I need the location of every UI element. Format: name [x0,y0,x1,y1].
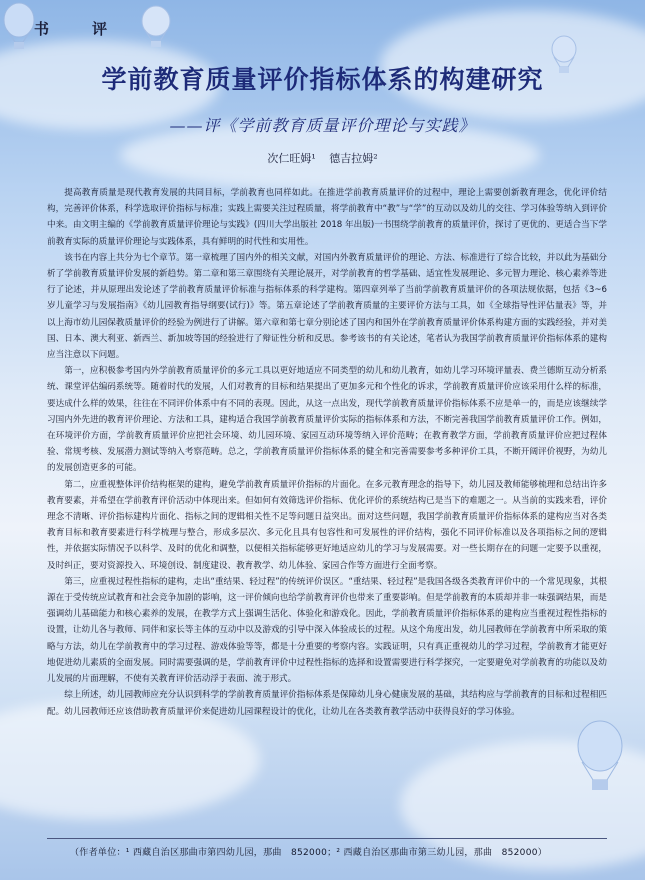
article-subtitle: ——评《学前教育质量评价理论与实践》 [169,116,476,135]
article-title: 学前教育质量评价指标体系的构建研究 [101,65,544,94]
paragraph: 提高教育质量是现代教育发展的共同目标，学前教育也同样如此。在推进学前教育质量评价的过程中，理论上需要创新教育理念，优化评价结构，完善评价体系，科学选取评价指标与标准；实践上需要关注过程质量，将学前教育中“教”与“学”的互动以及幼儿的交往、学习体验等纳入到评价中来。由文明主编的《学前教育质量评价理论与实践》(四川大学出版社 2018 年出版)一书围绕学前教育的质量评价，探讨了更优的、更适合当下学前教育实际的质量评价理论与实践体系，具有鲜明的时代性和实用性。 [47,188,607,247]
column-label: 书 评 [34,20,122,38]
author-affiliation-footnote: （作者单位：¹ 西藏自治区那曲市第四幼儿园，那曲 852000；² 西藏自治区那曲市第三幼儿园，那曲 852000） [70,848,548,858]
author-name: 德吉拉姆² [329,152,378,165]
paragraph: 第一，应积极参考国内外学前教育质量评价的多元工具以更好地适应不同类型的幼儿和幼儿教育，如幼儿学习环境评量表、费兰德斯互动分析系统、课堂评估编码系统等。随着时代的发展，人们对教育的目标和结果提出了更加多元和个性化的诉求，学前教育质量评价应该采用什么样的标准，要达成什么样的效果，往往在不同评价体系中有不同的表现。因此，从这一点出发，现代学前教育质量评价指标体系不应是单一的，而是应该继续学习国内外先进的教育评价理论、方法和工具，建构适合我国学前教育质量评价实际的指标体系和方法，不断完善我国学前教育质量评价工作。例如，在环境评价方面，学前教育质量评价应把社会环境、幼儿园环境、家园互动环境等纳入评价范畴；在教育教学方面，学前教育质量评价应把过程体验、常规考核、发展潜力测试等纳入考察范畴。总之，学前教育质量评价指标体系的健全和完善需要参考多种评价工具，不断开阔评价视野，为幼儿的发展创造更多的可能。 [47,366,607,474]
paragraph: 综上所述，幼儿园教师应充分认识到科学的学前教育质量评价指标体系是保障幼儿身心健康发展的基础，其结构应与学前教育的目标和过程相匹配。幼儿园教师还应该借助教育质量评价来促进幼儿园课程设计的优化，让幼儿在各类教育教学活动中获得良好的学习体验。 [47,690,607,717]
hot-air-balloon-icon [140,5,172,53]
author-name: 次仁旺姆¹ [267,152,316,165]
hot-air-balloon-icon [575,720,625,798]
hot-air-balloon-icon [2,2,36,54]
article-body [47,185,607,720]
author-line [0,150,645,166]
paragraph: 第二，应重视整体评价结构框架的建构，避免学前教育质量评价指标的片面化。在多元教育理念的指导下，幼儿园及教师能够梳理和总结出许多教育要素，并希望在学前教育评价活动中体现出来。但如何有效筛选评价指标、优化评价的系统结构已是当下的难题之一。从当前的实践来看，评价理念不清晰、评价指标建构片面化、指标之间的逻辑相关性不足等问题日益突出。面对这些问题，我国学前教育质量评价指标体系的建构应当对各类教育目标和教育要素进行科学梳理与整合，形成多层次、多元化且具有包容性和可发展性的评价结构，强化不同评价标准以及各项指标之间的逻辑性，并依据实际情况予以科学、及时的优化和调整，以便相关指标能够更好地适应幼儿的学习与发展需要。对一些长期存在的问题一定要予以重视，及时纠正，要对资源投入、环境创设、制度建设、教育教学、幼儿体验、家园合作等方面进行全面考察。 [47,479,607,571]
paragraph: 第三，应重视过程性指标的建构，走出“重结果、轻过程”的传统评价误区。“重结果、轻过程”是我国各级各类教育评价中的一个常见现象，其根源在于受传统应试教育和社会竞争加剧的影响，这一评价倾向也给学前教育评价也带来了重要影响。但是学前教育的本质却并非一味强调结果，而是强调幼儿基础能力和核心素养的发展，在教学方式上强调生活化、体验化和游戏化。因此，学前教育质量评价指标体系的建构应当重视过程性指标的设置，让幼儿各与教师、同伴和家长等主体的互动中以及游戏的引导中深入体验成长的过程。从这个角度出发，幼儿园教师在学前教育中所采取的策略与方法，幼儿在学前教育中的学习过程、游戏体验等等，都是十分重要的考察内容。实践证明，只有真正重视幼儿的学习过程，学前教育才能更好地促进幼儿素质的全面发展。同时需要强调的是，学前教育评价中过程性指标的选择和设置需要进行科学探究，一定要避免对学前教育的功能以及幼儿发展的片面理解，不使有关教育评价活动浮于表面、流于形式。 [47,576,607,685]
footnote-divider [47,838,607,839]
paragraph: 该书在内容上共分为七个章节。第一章梳理了国内外的相关文献，对国内外教育质量评价的理论、方法、标准进行了综合比较，并以此为基础分析了学前教育质量评价发展的新趋势。第二章和第三章围绕有关理论展开，对学前教育的哲学基础、适宜性发展理论、多元智力理论、核心素养等进行了论述，并从原理出发论述了学前教育质量评价标准与指标体系的科学建构。第四章列举了当前学前教育质量评价的各项法规依据，包括《3~6 岁儿童学习与发展指南》《幼儿园教育指导纲要(试行)》等。第五章论述了学前教育质量的主要评价方法与工具，如《全球指导性评估量表》等，并以上海市幼儿园保教质量评价的经验为例进行了讲解。第六章和第七章分别论述了国内和国外在学前教育质量评价体系构建方面的实践经验，并对美国、日本、澳大利亚、新西兰、新加坡等国的经验进行了辩证性分析和反思。参考该书的有关论述，笔者认为我国学前教育质量评价指标体系的建构应当注意以下问题。 [47,252,607,361]
